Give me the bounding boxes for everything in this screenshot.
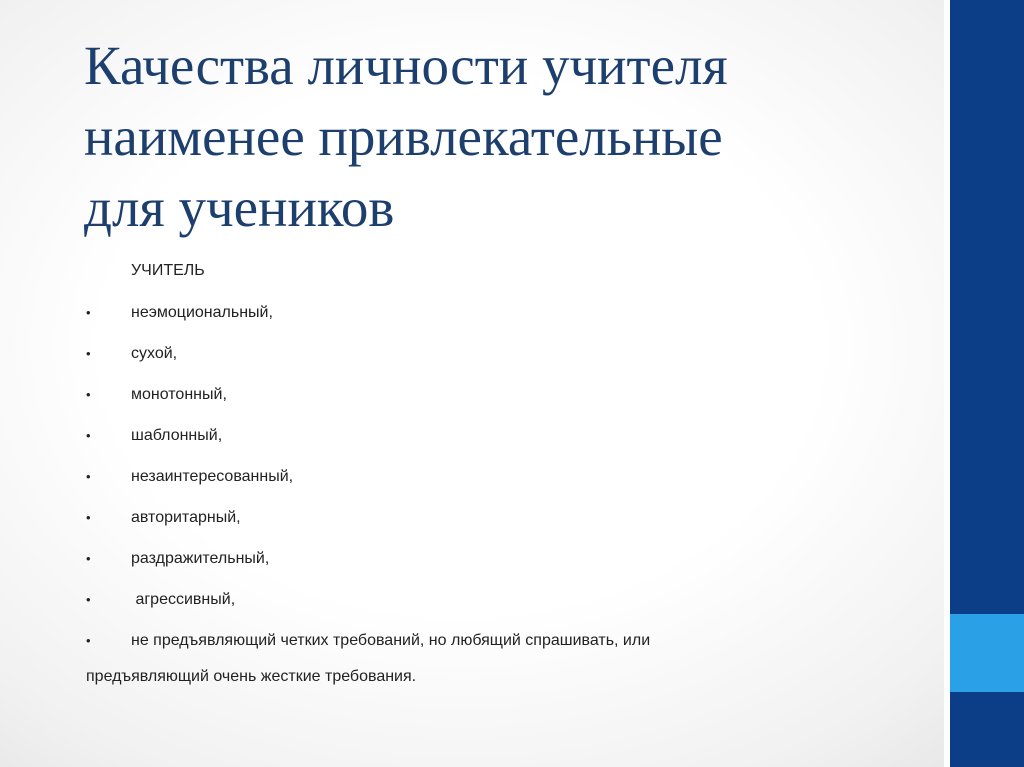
bullet-icon: • (86, 633, 91, 648)
list-item-text: монотонный, (131, 386, 227, 403)
bullet-icon: • (86, 510, 91, 525)
bullet-icon: • (86, 469, 91, 484)
side-bar-dark-bottom (950, 692, 1024, 767)
bullet-icon: • (86, 551, 91, 566)
slide-title (84, 30, 934, 243)
list-item-text: неэмоциональный, (131, 304, 273, 321)
list-item-text: агрессивный, (131, 591, 236, 608)
bullet-icon: • (86, 346, 91, 361)
list-item-text: авторитарный, (131, 509, 241, 526)
list-item-text: шаблонный, (131, 427, 223, 444)
list-item-text: не предъявляющий четких требований, но любящий спрашивать, или (131, 632, 651, 649)
bullet-icon: • (86, 428, 91, 443)
list-header: УЧИТЕЛЬ (131, 262, 205, 279)
list-item-text: раздражительный, (131, 550, 270, 567)
bullet-icon: • (86, 305, 91, 320)
title-line-1: Качества личности учителя (84, 35, 728, 96)
side-bar-dark-top (950, 0, 1024, 614)
bullet-icon: • (86, 387, 91, 402)
list-item-continuation: предъявляющий очень жесткие требования. (86, 668, 417, 685)
list-item-text: сухой, (131, 345, 178, 362)
bullet-icon: • (86, 592, 91, 607)
title-line-2: наименее привлекательные (84, 106, 723, 167)
list-item-text: незаинтересованный, (131, 468, 294, 485)
title-line-3: для учеников (84, 177, 395, 238)
side-bar-light-accent (950, 614, 1024, 692)
